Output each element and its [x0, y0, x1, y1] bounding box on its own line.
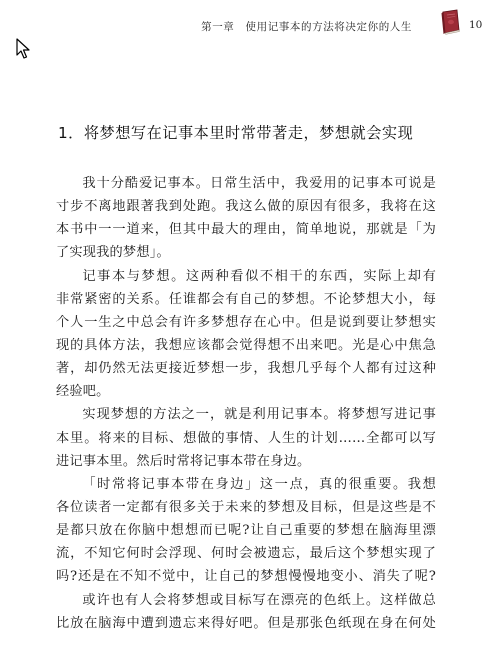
- text-line: 寸步不离地跟著我到处跑。我这么做的原因有很多，我将在这: [56, 199, 436, 215]
- page-number: 10: [469, 19, 483, 31]
- text-line: 本书中一一道来，但其中最大的理由，简单地说，那就是「为: [56, 222, 436, 238]
- text-line: 各位读者一定都有很多关于未来的梦想及目标，但是这些是不: [56, 499, 436, 515]
- section-heading: 1．将梦想写在记事本里时常带著走，梦想就会实现: [58, 124, 414, 142]
- text-line: 我十分酷爱记事本。日常生活中，我爱用的记事本可说是: [82, 176, 436, 191]
- page-header: [0, 0, 490, 40]
- text-line: 「时常将记事本带在身边」这一点，真的很重要。我想: [82, 476, 436, 492]
- text-line: 现的具体方法，我想应该都会觉得想不出来吧。光是心中焦急: [56, 337, 436, 353]
- text-line: 比放在脑海中遭到遗忘来得好吧。但是那张色纸现在身在何处: [56, 615, 436, 631]
- text-line: 经验吧。: [56, 384, 110, 400]
- text-line: 吗?还是在不知不觉中，让自己的梦想慢慢地变小、消失了呢?: [56, 569, 436, 585]
- text-line: 本里。将来的目标、想做的事情、人生的计划……全都可以写: [56, 430, 436, 446]
- text-line: 实现梦想的方法之一，就是利用记事本。将梦想写进记事: [82, 407, 436, 423]
- text-line: 非常紧密的关系。任谁都会有自己的梦想。不论梦想大小，每: [56, 291, 436, 307]
- text-line: 著，却仍然无法更接近梦想一步，我想几乎每个人都有过这种: [56, 361, 436, 377]
- text-line: 进记事本里。然后时常将记事本带在身边。: [56, 453, 311, 469]
- chapter-title: 第一章 使用记事本的方法将决定你的人生: [201, 21, 412, 33]
- text-line: 记事本与梦想。这两种看似不相干的东西，实际上却有: [82, 268, 436, 284]
- book-icon: [439, 9, 461, 35]
- text-line: 流，不知它何时会浮现、何时会被遗忘，最后这个梦想实现了: [56, 546, 436, 562]
- text-line: 是都只放在你脑中想想而已呢?让自己重要的梦想在脑海里漂: [56, 523, 436, 539]
- text-line: 了实现我的梦想」。: [56, 245, 170, 261]
- text-line: 或许也有人会将梦想或目标写在漂亮的色纸上。这样做总: [82, 592, 436, 608]
- text-line: 个人一生之中总会有许多梦想存在心中。但是说到要让梦想实: [56, 314, 436, 330]
- body-text: [56, 172, 436, 635]
- mouse-pointer-icon: [16, 38, 32, 60]
